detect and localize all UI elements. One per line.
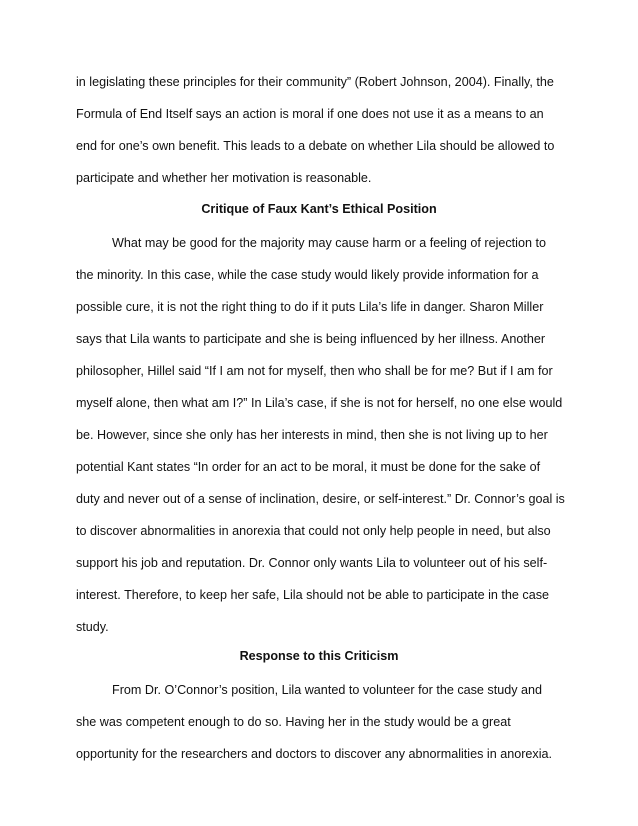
paragraph-line: duty and never out of a sense of inclination, desire, or self-interest.” Dr. Connor’s goal is <box>76 492 565 506</box>
paragraph-line: support his job and reputation. Dr. Connor only wants Lila to volunteer out of his self- <box>76 556 548 570</box>
paragraph-line: she was competent enough to do so. Having her in the study would be a great <box>76 715 511 729</box>
paragraph-line: opportunity for the researchers and doctors to discover any abnormalities in anorexia. <box>76 747 553 761</box>
paragraph-line: Formula of End Itself says an action is moral if one does not use it as a means to an <box>76 107 544 121</box>
paragraph-line: the minority. In this case, while the case study would likely provide information for a <box>76 268 539 282</box>
paragraph-line: possible cure, it is not the right thing to do if it puts Lila’s life in danger. Sharon Miller <box>76 300 544 314</box>
paragraph-line: says that Lila wants to participate and she is being influenced by her illness. Another <box>76 332 546 346</box>
paragraph-line: participate and whether her motivation is reasonable. <box>76 171 372 185</box>
paragraph-line: study. <box>76 620 109 634</box>
paragraph-line: end for one’s own benefit. This leads to a debate on whether Lila should be allowed to <box>76 139 555 153</box>
paragraph-line: to discover abnormalities in anorexia that could not only help people in need, but also <box>76 524 551 538</box>
paragraph-line: in legislating these principles for their community” (Robert Johnson, 2004). Finally, the <box>76 75 554 89</box>
paragraph-line: be. However, since she only has her interests in mind, then she is not living up to her <box>76 428 548 442</box>
paragraph-line: potential Kant states “In order for an act to be moral, it must be done for the sake of <box>76 460 541 474</box>
section-heading: Response to this Criticism <box>239 649 399 663</box>
section-heading: Critique of Faux Kant’s Ethical Position <box>201 202 437 216</box>
paragraph-line: myself alone, then what am I?” In Lila’s case, if she is not for herself, no one else would <box>76 396 563 410</box>
paragraph-line: philosopher, Hillel said “If I am not for myself, then who shall be for me? But if I am for <box>76 364 553 378</box>
paragraph-line: interest. Therefore, to keep her safe, Lila should not be able to participate in the case <box>76 588 550 602</box>
paragraph-line: What may be good for the majority may cause harm or a feeling of rejection to <box>112 236 546 250</box>
paragraph-line: From Dr. O’Connor’s position, Lila wanted to volunteer for the case study and <box>112 683 543 697</box>
